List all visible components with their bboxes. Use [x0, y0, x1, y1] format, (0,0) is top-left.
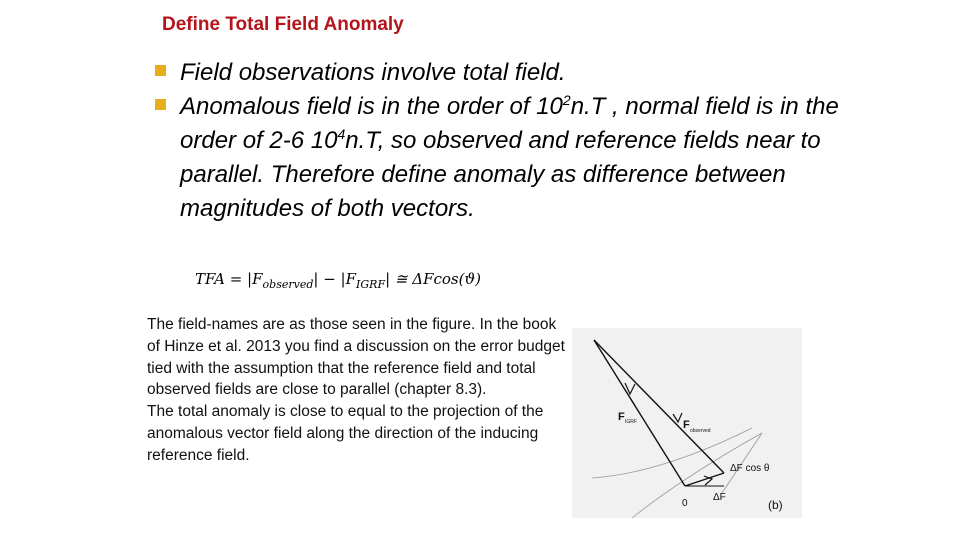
vector-diagram — [572, 328, 802, 518]
formula-f-igrf-sub: IGRF — [356, 278, 386, 291]
square-bullet-icon — [155, 99, 166, 110]
formula-eq: = | — [224, 270, 253, 288]
bullet-text-part: n.T , normal field is in the order of 2-6 10 — [180, 93, 839, 154]
formula-f-observed-sub: observed — [262, 278, 314, 291]
vector-diagram-figure — [572, 328, 802, 518]
label-f-observed: F — [683, 419, 690, 431]
label-origin-zero: 0 — [682, 498, 688, 509]
note-paragraph: The total anomaly is close to equal to the projection of the anomalous vector field along the direction of the inducing reference field. — [147, 403, 544, 464]
formula-f-observed: F — [252, 270, 263, 288]
formula-f-igrf: F — [345, 270, 357, 288]
slide-title: Define Total Field Anomaly — [162, 14, 404, 35]
label-f-observed-sub: observed — [690, 428, 711, 434]
square-bullet-icon — [155, 65, 166, 76]
label-f-igrf-sub: IGRF — [625, 419, 637, 425]
observed-arrow-icon — [673, 413, 682, 422]
bullet-text-part: Anomalous field is in the order of 10 — [180, 93, 563, 120]
bullet-list — [152, 56, 892, 226]
formula-mid: | − | — [313, 270, 346, 288]
delta-f-line — [685, 473, 724, 486]
note-paragraph: The field-names are as those seen in the figure. In the book of Hinze et al. 2013 you find a discussion on the error budget tied with the assumption that the reference field and total observed fields are close to parallel (chapter 8.3). — [147, 316, 565, 399]
bullet-text-part: n.T, so observed and reference fields near to parallel. Therefore define anomaly as difference between magnitudes of both vectors. — [180, 127, 821, 222]
bullet-item — [152, 56, 892, 90]
label-panel-b: (b) — [768, 498, 783, 512]
explanation-note — [147, 314, 567, 467]
exponent: 2 — [562, 92, 571, 108]
label-f-igrf: F — [618, 411, 625, 423]
igrf-vector-line — [594, 340, 685, 486]
label-delta-f-cos: ΔF cos θ — [730, 463, 770, 474]
observed-vector-line — [594, 340, 724, 473]
bullet-text: Field observations involve total field. — [180, 59, 566, 86]
bullet-item — [152, 90, 892, 226]
tfa-formula — [195, 270, 481, 291]
formula-rhs: | ≅ ΔFcos(ϑ) — [385, 270, 482, 288]
label-delta-f: ΔF — [713, 492, 726, 503]
exponent: 4 — [337, 126, 346, 142]
formula-lhs: TFA — [195, 270, 225, 288]
